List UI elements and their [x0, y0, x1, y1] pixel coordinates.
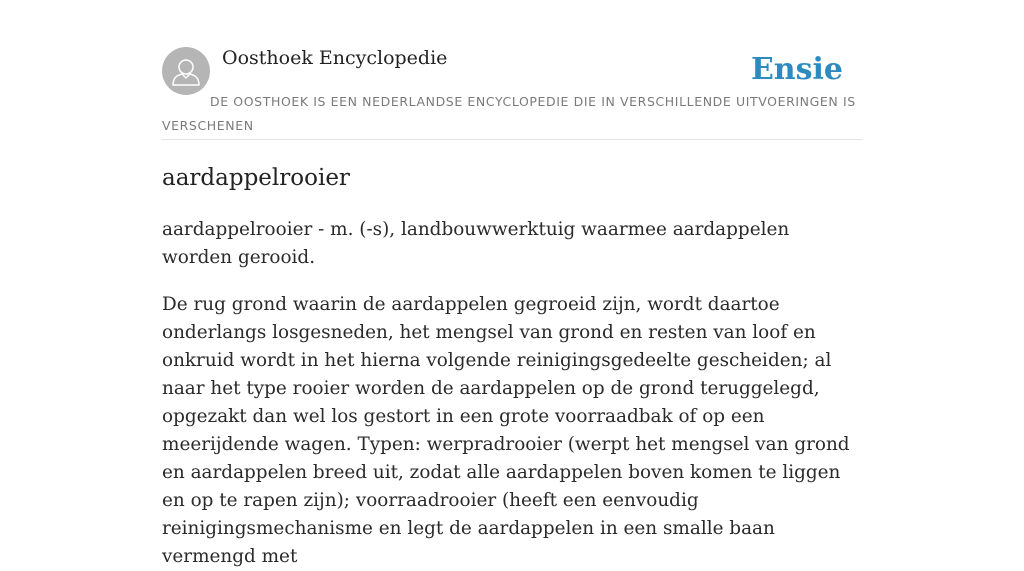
ensie-logo-link[interactable]: Ensie — [750, 52, 843, 87]
article-definition: aardappelrooier - m. (-s), landbouwwerktuig waarmee aardappelen worden gerooid. — [162, 219, 790, 268]
article-title: aardappelrooier — [162, 165, 350, 191]
site-header — [162, 0, 862, 140]
site-tagline: DE OOSTHOEK IS EEN NEDERLANDSE ENCYCLOPEDIE DIE IN VERSCHILLENDE UITVOERINGEN IS VERSCHENEN — [162, 94, 856, 133]
article-body: De rug grond waarin de aardappelen gegroeid zijn, wordt daartoe onderlangs losgesneden, het mengsel van grond en resten van loof en onkruid wordt in het hierna volgende reinigingsgedeelte gescheiden; al naar het type rooier worden de aardappelen op de grond teruggelegd, opgezakt dan wel los gestort in een grote voorraadbak of op een meerijdende wagen. Typen: werpradrooier (werpt het mengsel van grond en aardappelen breed uit, zodat alle aardappelen boven komen te liggen en op te rapen zijn); voorraadrooier (heeft een eenvoudig reinigingsmechanisme en legt de aardappelen in een smalle baan vermengd met — [162, 294, 850, 567]
article — [162, 160, 862, 571]
site-name[interactable]: Oosthoek Encyclopedie — [222, 47, 448, 69]
person-outline-icon — [162, 47, 210, 95]
user-avatar-icon[interactable] — [162, 47, 210, 95]
